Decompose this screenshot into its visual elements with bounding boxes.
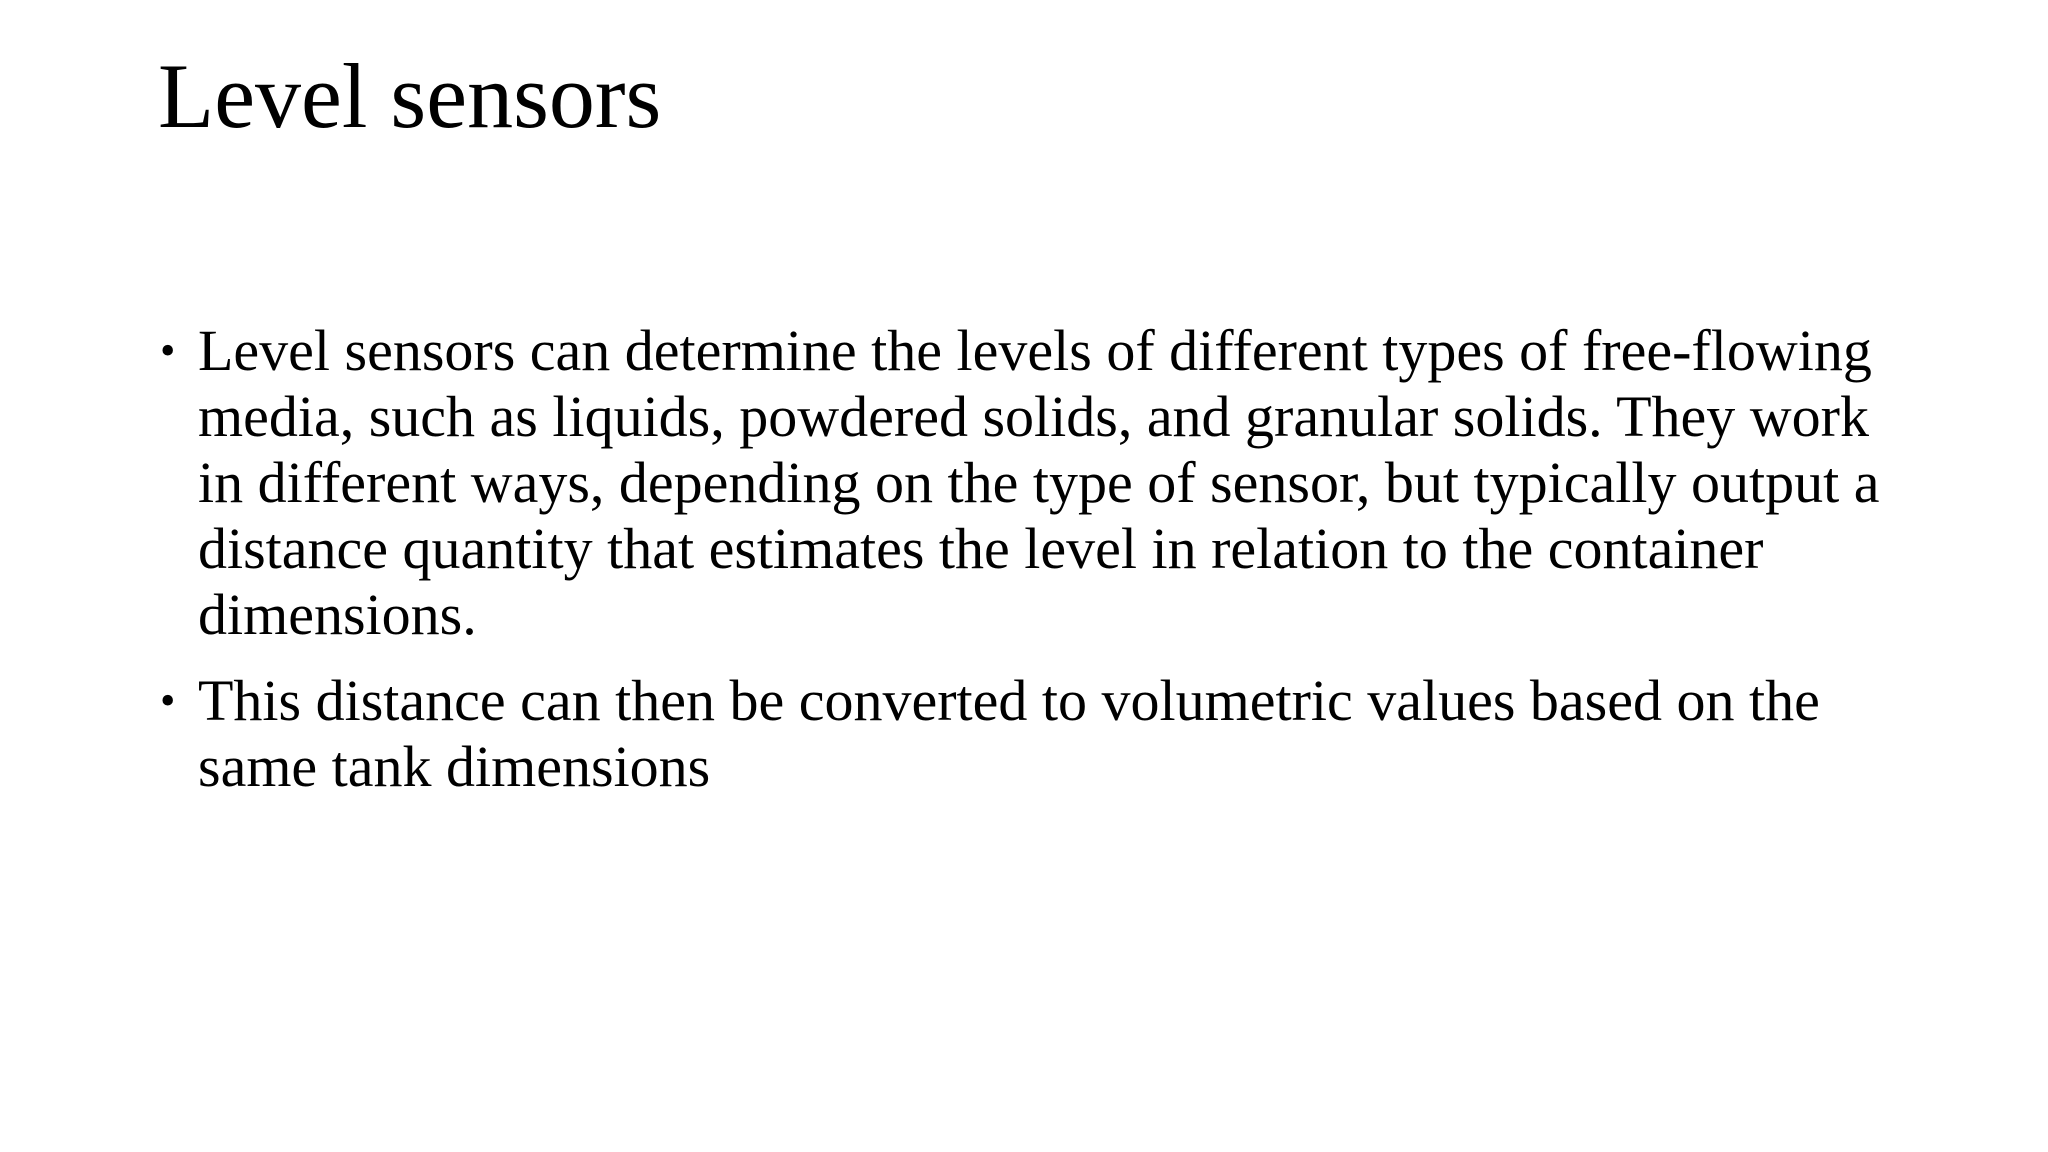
bullet-item — [158, 668, 1918, 800]
bullet-icon: • — [160, 326, 176, 375]
bullet-list — [158, 318, 1918, 820]
bullet-text: This distance can then be converted to volumetric values based on the same tank dimensions — [198, 668, 1820, 799]
bullet-item — [158, 318, 1918, 648]
bullet-text: Level sensors can determine the levels of different types of free-flowing media, such as liquids, powdered solids, and granular solids. They work in different ways, depending on the type of sensor, but typically output a distance quantity that estimates the level in relation to the container dimensions. — [198, 318, 1880, 647]
bullet-icon: • — [160, 676, 176, 725]
slide-title: Level sensors — [158, 45, 662, 147]
